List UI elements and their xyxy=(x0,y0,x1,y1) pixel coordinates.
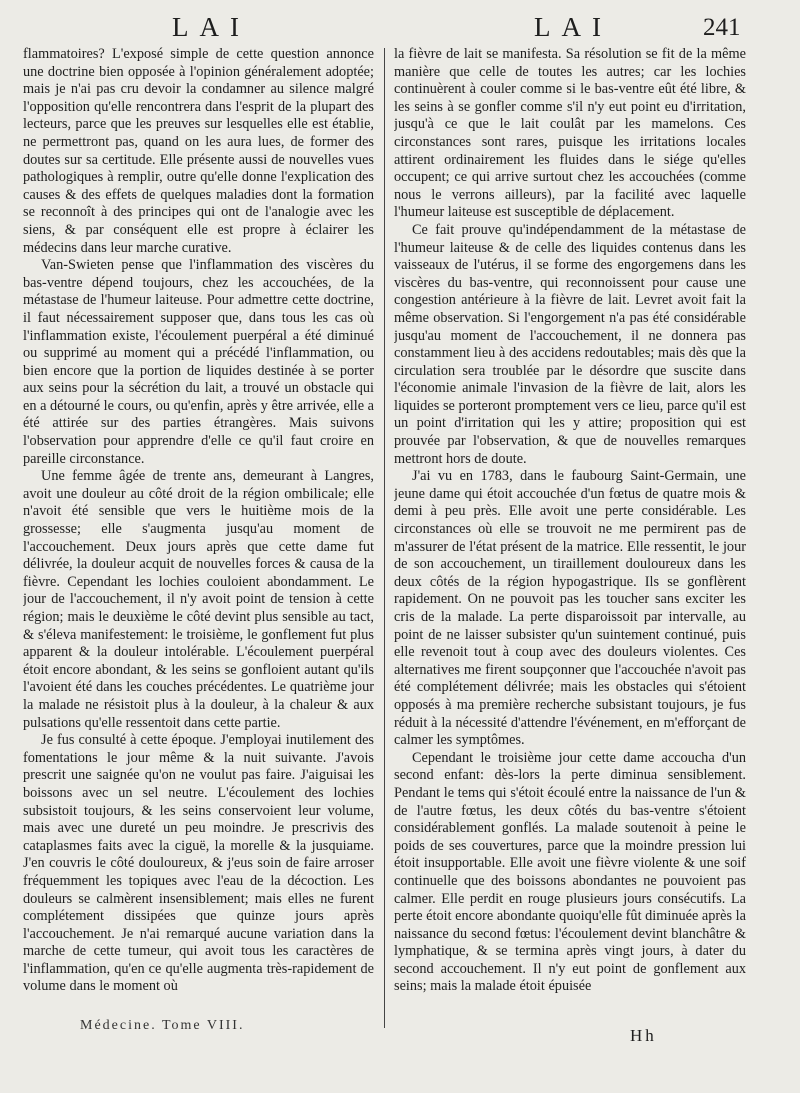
paragraph: flammatoires? L'exposé simple de cette question annonce une doctrine bien opposée à l'opinion généralement adoptée; mais je n'ai pas cru devoir la condamner au silence malgré l'opposition qu'elle rencontrera dans l'esprit de la plupart des lecteurs, parce que les preuves sur lesquelles elle est établie, ne permettront pas, quand on les aura lues, de former des doutes sur sa certitude. Elle présente aussi de nouvelles vues pathologiques à remplir, outre qu'elle donne l'explication des causes & des effets de quelques maladies dont la formation se reconnoît à des principes qui ont de l'analogie avec les siens, & par conséquent elle est propre à éclairer les médecins dans leur marche curative. xyxy=(23,46,374,256)
left-column xyxy=(23,46,374,1036)
running-title-right: LAI xyxy=(534,12,612,42)
column-divider xyxy=(384,48,385,1028)
volume-footer: Médecine. Tome VIII. xyxy=(80,1018,245,1033)
paragraph: Une femme âgée de trente ans, demeurant à Langres, avoit une douleur au côté droit de la région ombilicale; elle n'avoit été sensible que vers le huitième mois de la grossesse; elle s'augmenta jusqu'au moment de l'accouchement. Deux jours après que cette dame fut délivrée, la douleur acquit de nouvelles forces & causa de la fièvre. Cependant les lochies couloient abondamment. Le jour de l'accouchement, il n'y avoit point de tension à cette région; mais le deuxième le côté devint plus sensible au tact, & s'éleva manifestement: le troisième, le gonflement fut plus apparent & la douleur intolérable. L'écoulement puerpéral étoit encore abondant, & les seins se gonfloient autant qu'ils l'avoient été dans les couches précédentes. Le quatrième jour la malade ne résistoit plus à la douleur, à la chaleur & aux pulsations qu'elle ressentoit dans cette partie. xyxy=(23,468,374,731)
paragraph: J'ai vu en 1783, dans le faubourg Saint-Germain, une jeune dame qui étoit accouchée d'un fœtus de quatre mois & demi à peu près. Elle avoit une perte considérable. Les circonstances où elle se trouvoit ne me permirent pas de m'assurer de l'état présent de la matrice. Elle ressentit, le jour de son accouchement, un tiraillement douloureux dans les deux côtés de la région hypogastrique. Ils se gonflèrent rapidement. On ne pouvoit pas les toucher sans exciter les cris de la malade. La perte disparoissoit par intervalle, au point de ne laisser subsister qu'un suintement continué, puis elle revenoit tout à coup avec des douleurs violentes. Ces alternatives me firent soupçonner que l'accouchée n'avoit pas été complétement délivrée; mais les obstacles qui s'étoient opposés à ma première recherche subsistant toujours, je fus réduit à la nécessité d'attendre l'événement, en m'efforçant de calmer les symptômes. xyxy=(394,468,746,749)
paragraph: Je fus consulté à cette époque. J'employai inutilement des fomentations le jour même & la nuit suivante. J'avois prescrit une saignée qu'on ne voulut pas faire. J'aiguisai les boissons avec un sel neutre. L'écoulement des lochies subsistoit toujours, & les seins conservoient leur volume, mais avec une dureté un peu moindre. Je prescrivis des cataplasmes faits avec la ciguë, la morelle & la jusquiame. J'en couvris le côté douloureux, & j'eus soin de faire arroser fréquemment les topiques avec l'eau de la décoction. Les douleurs se calmèrent insensiblement; mais elles ne furent complétement dissipées que quinze jours après l'accouchement. Je n'ai remarqué aucune variation dans la marche de cette tumeur, qui avoit tous les caractères de l'inflammation, qu'en ce qu'elle augmenta très-rapidement de volume dans le moment où xyxy=(23,732,374,995)
right-column xyxy=(394,46,746,1036)
page-number: 241 xyxy=(703,14,741,41)
paragraph: la fièvre de lait se manifesta. Sa résolution se fit de la même manière que celle de toutes les autres; car les lochies continuèrent à couler comme si le bas-ventre eût été libre, & les seins à se gonfler comme s'il n'y eut point eu d'irritation, jusqu'à ce que le lait coulât par les mamelons. Ces circonstances sont rares, puisque les irritations locales attirent ordinairement les fluides dans le siége qu'elles occupent; ce qui arrive surtout chez les accouchées (comme nous le verrons ailleurs), par la facilité avec laquelle l'humeur laiteuse est susceptible de déplacement. xyxy=(394,46,746,221)
signature-mark: Hh xyxy=(630,1026,657,1045)
paragraph: Ce fait prouve qu'indépendamment de la métastase de l'humeur laiteuse & de celle des liquides contenus dans les vaisseaux de l'utérus, il se forme des engorgemens dans les viscères du bas-ventre, qui reconnoissent pour cause une congestion antérieure à la fièvre de lait. Levret avoit fait la même observation. Si l'engorgement n'a pas été considérable jusqu'au moment de l'accouchement, il ne donnera pas constamment lieu à des accidens redoutables; mais dès que la circulation sera troublée par le désordre que suscite dans l'économie animale l'invasion de la fièvre de lait, alors les liquides se porteront promptement vers ce lieu, parce qu'il est un point d'irritation qui les y attire; proposition qui est prouvée par l'observation, & que de nouvelles remarques mettront hors de doute. xyxy=(394,221,746,467)
running-title-left: LAI xyxy=(172,12,250,42)
paragraph: Van-Swieten pense que l'inflammation des viscères du bas-ventre dépend toujours, chez les accouchées, de la métastase de l'humeur laiteuse. Pour admettre cette doctrine, il faut nécessairement supposer que, dans tous les cas où l'inflammation existe, l'écoulement puerpéral a été diminué ou supprimé au moment qui a précédé l'inflammation, ou bien encore que la portion de liquides destinée à se porter aux seins pour la sécrétion du lait, a trouvé un obstacle qui en a détourné le cours, ou qu'enfin, après y être arrivée, elle a été attirée sur des parties étrangères. Mais suivons l'observation pour apprendre d'elle ce qu'il faut croire en pareille circonstance. xyxy=(23,257,374,467)
paragraph: Cependant le troisième jour cette dame accoucha d'un second enfant: dès-lors la perte diminua sensiblement. Pendant le tems qui s'étoit écoulé entre la naissance de l'un & de l'autre fœtus, les deux côtés du bas-ventre s'étoient considérablement gonflés. La malade soutenoit à peine le poids de ses couvertures, parce que la moindre pression lui étoit insupportable. Elle avoit une fièvre violente & une soif continuelle que des boissons abondantes ne pouvoient pas calmer. Elle perdit en rouge plusieurs jours consécutifs. La perte étoit encore abondante quoiqu'elle fût diminuée après la naissance du second fœtus: l'écoulement devint blanchâtre & lymphatique, & se termina après vingt jours, à dater du second accouchement. Il n'y eut point de gonflement aux seins; mais la malade étoit épuisée xyxy=(394,749,746,995)
